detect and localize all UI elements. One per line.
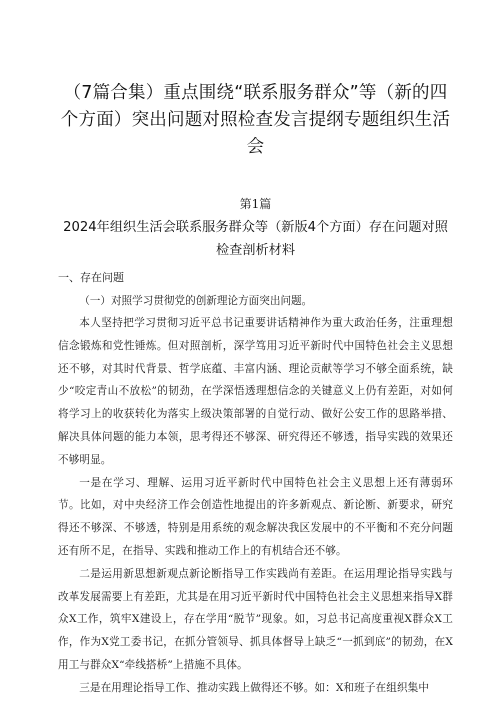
paragraph: 二是运用新思想新观点新论断指导工作实践尚有差距。在运用理论指导实践与改革发展需要上有差距，尤其是在用习近平新时代中国特色社会主义思想来指导X群众X工作，筑牢X建设上，存在学用“脱节”现象。如，习总书记高度重视X群众X工作，作为X党工委书记，在抓分管领导、抓具体督导上缺乏“一抓到底”的韧劲，在X用工与群众X“牵线搭桥”上措施不具体。 (58, 567, 453, 671)
section-heading: 一、存在问题 (58, 271, 124, 284)
paragraph: 本人坚持把学习贯彻习近平总书记重要讲话精神作为重大政治任务，注重理想信念锻炼和党性锤炼。但对照剖析，深学笃用习近平新时代中国特色社会主义思想还不够，对其时代背景、哲学底蕴、丰富内涵、理论贡献等学习不够全面系统，缺少“咬定青山不放松”的韧劲，在学深悟透理想信念的关键意义上仍有差距，对如何将学习上的收获转化为落实上级决策部署的自觉行动、做好公安工作的思路举措、解决具体问题的能力本领，思考得还不够深、研究得还不够透，指导实践的效果还不够明显。 (58, 317, 453, 466)
document-title: （7篇合集）重点围绕“联系服务群众”等（新的四个方面）突出问题对照检查发言提纲专题组织生活会 (60, 83, 451, 157)
paragraph: 三是在用理论指导工作、推动实践上做得还不够。如：X和班子在组织集中 (79, 681, 430, 694)
paragraph: 一是在学习、理解、运用习近平新时代中国特色社会主义思想上还有薄弱环节。比如，对中央经济工作会创造性地提出的许多新观点、新论断、新要求，研究得还不够深、不够透，特别是用系统的观念解决我区发展中的不平衡和不充分问题还有所不足，在指导、实践和推动工作上的有机结合还不够。 (58, 476, 453, 557)
article-title: 2024年组织生活会联系服务群众等（新版4个方面）存在问题对照检查剖析材料 (63, 220, 448, 258)
chapter-label: 第1篇 (239, 197, 272, 211)
sub-heading: （一）对照学习贯彻党的创新理论方面突出问题。 (79, 295, 313, 307)
